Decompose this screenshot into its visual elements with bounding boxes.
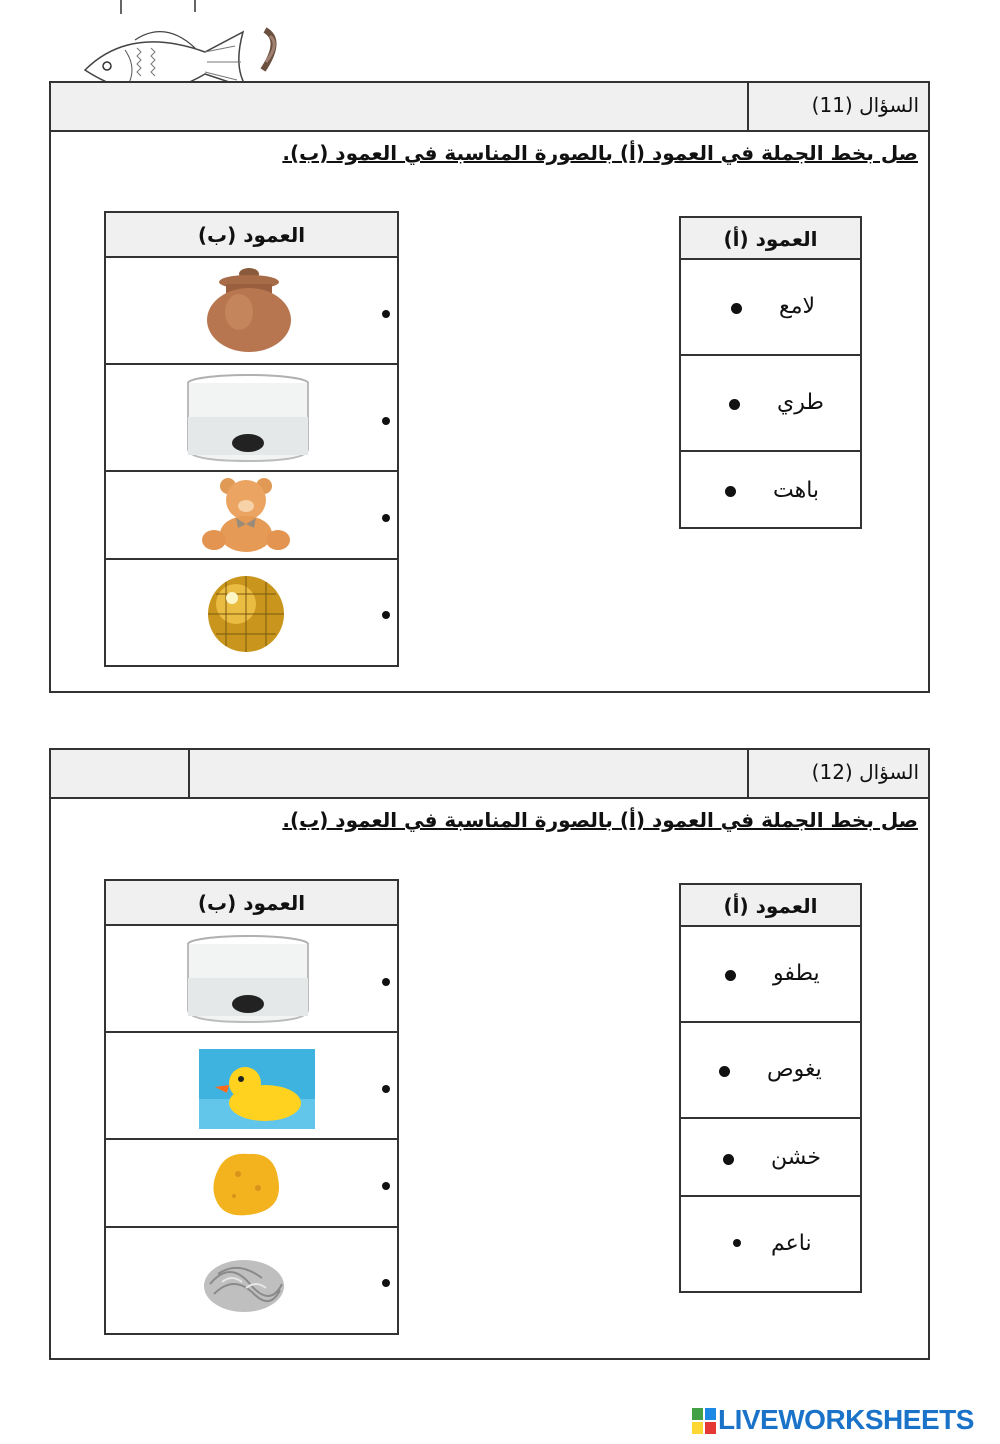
q11-b-row-2: [106, 365, 397, 472]
q12-a-word-4: ناعم: [771, 1231, 812, 1256]
question-11-header: [51, 83, 928, 132]
q11-a-word-2: طري: [777, 390, 824, 415]
q12-a-row-4: [681, 1197, 860, 1291]
q12-b-dot-4[interactable]: [382, 1279, 390, 1287]
q12-column-a: [679, 883, 862, 1293]
q11-b-dot-4[interactable]: [382, 611, 390, 619]
teddy-bear-icon: [196, 478, 296, 554]
question-11-instruction: صل بخط الجملة في العمود (أ) بالصورة المناسبة في العمود (ب).: [282, 141, 918, 165]
q12-a-dot-4[interactable]: [733, 1239, 741, 1247]
logo-blocks-icon: [692, 1408, 716, 1434]
q11-b-row-1: [106, 258, 397, 365]
q11-b-dot-3[interactable]: [382, 514, 390, 522]
logo-text: LIVEWORKSHEETS: [718, 1404, 974, 1435]
q12-column-a-header: العمود (أ): [681, 885, 860, 927]
disco-ball-icon: [206, 574, 286, 654]
q12-b-row-4: [106, 1228, 397, 1333]
q12-a-dot-2[interactable]: [719, 1066, 730, 1077]
question-12-title: السؤال (12): [811, 760, 919, 784]
q12-b-row-1: [106, 926, 397, 1033]
q12-a-word-2: يغوص: [767, 1057, 822, 1082]
q12-a-word-1: يطفو: [773, 961, 820, 986]
q11-a-row-1: [681, 260, 860, 356]
steel-wool-icon: [202, 1254, 286, 1314]
q11-a-dot-3[interactable]: [725, 486, 736, 497]
q12-a-row-1: [681, 927, 860, 1023]
question-11-title: السؤال (11): [811, 93, 919, 117]
q11-column-b-header: العمود (ب): [106, 213, 397, 258]
q12-a-word-3: خشن: [771, 1145, 821, 1170]
q12-b-dot-1[interactable]: [382, 978, 390, 986]
q11-b-row-4: [106, 560, 397, 665]
clay-pot-icon: [204, 264, 294, 356]
q11-a-row-3: [681, 452, 860, 527]
q11-a-word-1: لامع: [779, 294, 816, 319]
q12-a-row-3: [681, 1119, 860, 1197]
water-bowl-stone-icon: [184, 934, 312, 1026]
q11-a-dot-2[interactable]: [729, 399, 740, 410]
water-bowl-stone-icon: [184, 373, 312, 465]
question-12-header: [51, 750, 928, 799]
q12-b-row-2: [106, 1033, 397, 1140]
liveworksheets-logo[interactable]: [692, 1404, 992, 1438]
q11-column-a: [679, 216, 862, 529]
sponge-icon: [208, 1150, 284, 1218]
q11-b-row-3: [106, 472, 397, 560]
q12-b-dot-3[interactable]: [382, 1182, 390, 1190]
q11-column-a-header: العمود (أ): [681, 218, 860, 260]
q12-a-dot-1[interactable]: [725, 970, 736, 981]
q12-a-dot-3[interactable]: [723, 1154, 734, 1165]
rubber-duck-icon: [199, 1049, 315, 1129]
q11-a-word-3: باهت: [773, 478, 820, 503]
q12-column-b-header: العمود (ب): [106, 881, 397, 926]
q12-b-dot-2[interactable]: [382, 1085, 390, 1093]
q12-column-b: [104, 879, 399, 1335]
q11-b-dot-2[interactable]: [382, 417, 390, 425]
q12-b-row-3: [106, 1140, 397, 1228]
q11-b-dot-1[interactable]: [382, 310, 390, 318]
q11-a-dot-1[interactable]: [731, 303, 742, 314]
q12-a-row-2: [681, 1023, 860, 1119]
q11-column-b: [104, 211, 399, 667]
question-12-instruction: صل بخط الجملة في العمود (أ) بالصورة المناسبة في العمود (ب).: [282, 808, 918, 832]
q11-a-row-2: [681, 356, 860, 452]
